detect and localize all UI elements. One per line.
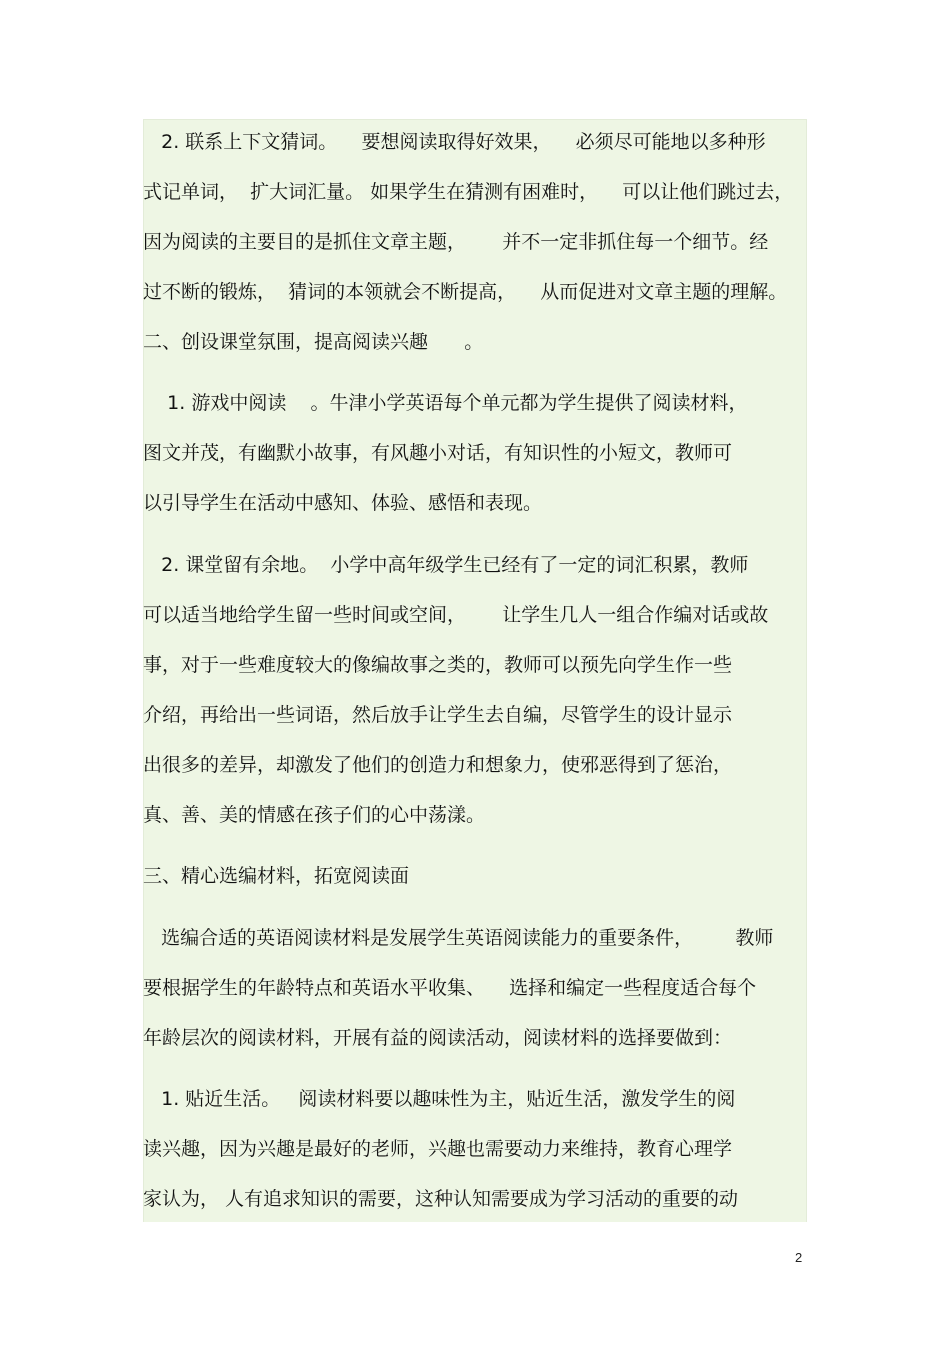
text-line: 图文并茂，有幽默小故事，有风趣小对话，有知识性的小短文，教师可 <box>143 442 733 464</box>
section-heading: 二、创设课堂氛围，提高阅读兴趣 。 <box>143 331 484 353</box>
text-line: 出很多的差异，却激发了他们的创造力和想象力，使邪恶得到了惩治， <box>143 754 733 776</box>
text-line: 1. 贴近生活。 阅读材料要以趣味性为主，贴近生活，激发学生的阅 <box>143 1088 736 1110</box>
text-line: 可以适当地给学生留一些时间或空间， 让学生几人一组合作编对话或故 <box>143 604 769 626</box>
text-line: 因为阅读的主要目的是抓住文章主题， 并不一定非抓住每一个细节。经 <box>143 231 769 253</box>
text-line: 年龄层次的阅读材料，开展有益的阅读活动，阅读材料的选择要做到： <box>143 1027 733 1049</box>
text-line: 真、善、美的情感在孩子们的心中荡漾。 <box>143 804 486 826</box>
text-line: 介绍，再给出一些词语，然后放手让学生去自编，尽管学生的设计显示 <box>143 704 733 726</box>
text-line: 过不断的锻炼， 猜词的本领就会不断提高， 从而促进对文章主题的理解。 <box>143 281 788 303</box>
text-line: 2. 联系上下文猜词。 要想阅读取得好效果， 必须尽可能地以多种形 <box>143 131 766 153</box>
text-line: 2. 课堂留有余地。 小学中高年级学生已经有了一定的词汇积累，教师 <box>143 554 749 576</box>
text-line: 家认为， 人有追求知识的需要，这种认知需要成为学习活动的重要的动 <box>143 1188 739 1210</box>
text-line: 1. 游戏中阅读 。牛津小学英语每个单元都为学生提供了阅读材料， <box>143 392 748 414</box>
text-line: 事，对于一些难度较大的像编故事之类的，教师可以预先向学生作一些 <box>143 654 733 676</box>
page-number: 2 <box>795 1250 803 1265</box>
text-line: 选编合适的英语阅读材料是发展学生英语阅读能力的重要条件， 教师 <box>143 927 774 949</box>
text-line: 读兴趣，因为兴趣是最好的老师，兴趣也需要动力来维持，教育心理学 <box>143 1138 733 1160</box>
text-line: 式记单词， 扩大词汇量。 如果学生在猜测有困难时， 可以让他们跳过去， <box>143 181 794 203</box>
section-heading: 三、精心选编材料，拓宽阅读面 <box>143 865 410 887</box>
text-line: 以引导学生在活动中感知、体验、感悟和表现。 <box>143 492 543 514</box>
text-line: 要根据学生的年龄特点和英语水平收集、 选择和编定一些程度适合每个 <box>143 977 757 999</box>
